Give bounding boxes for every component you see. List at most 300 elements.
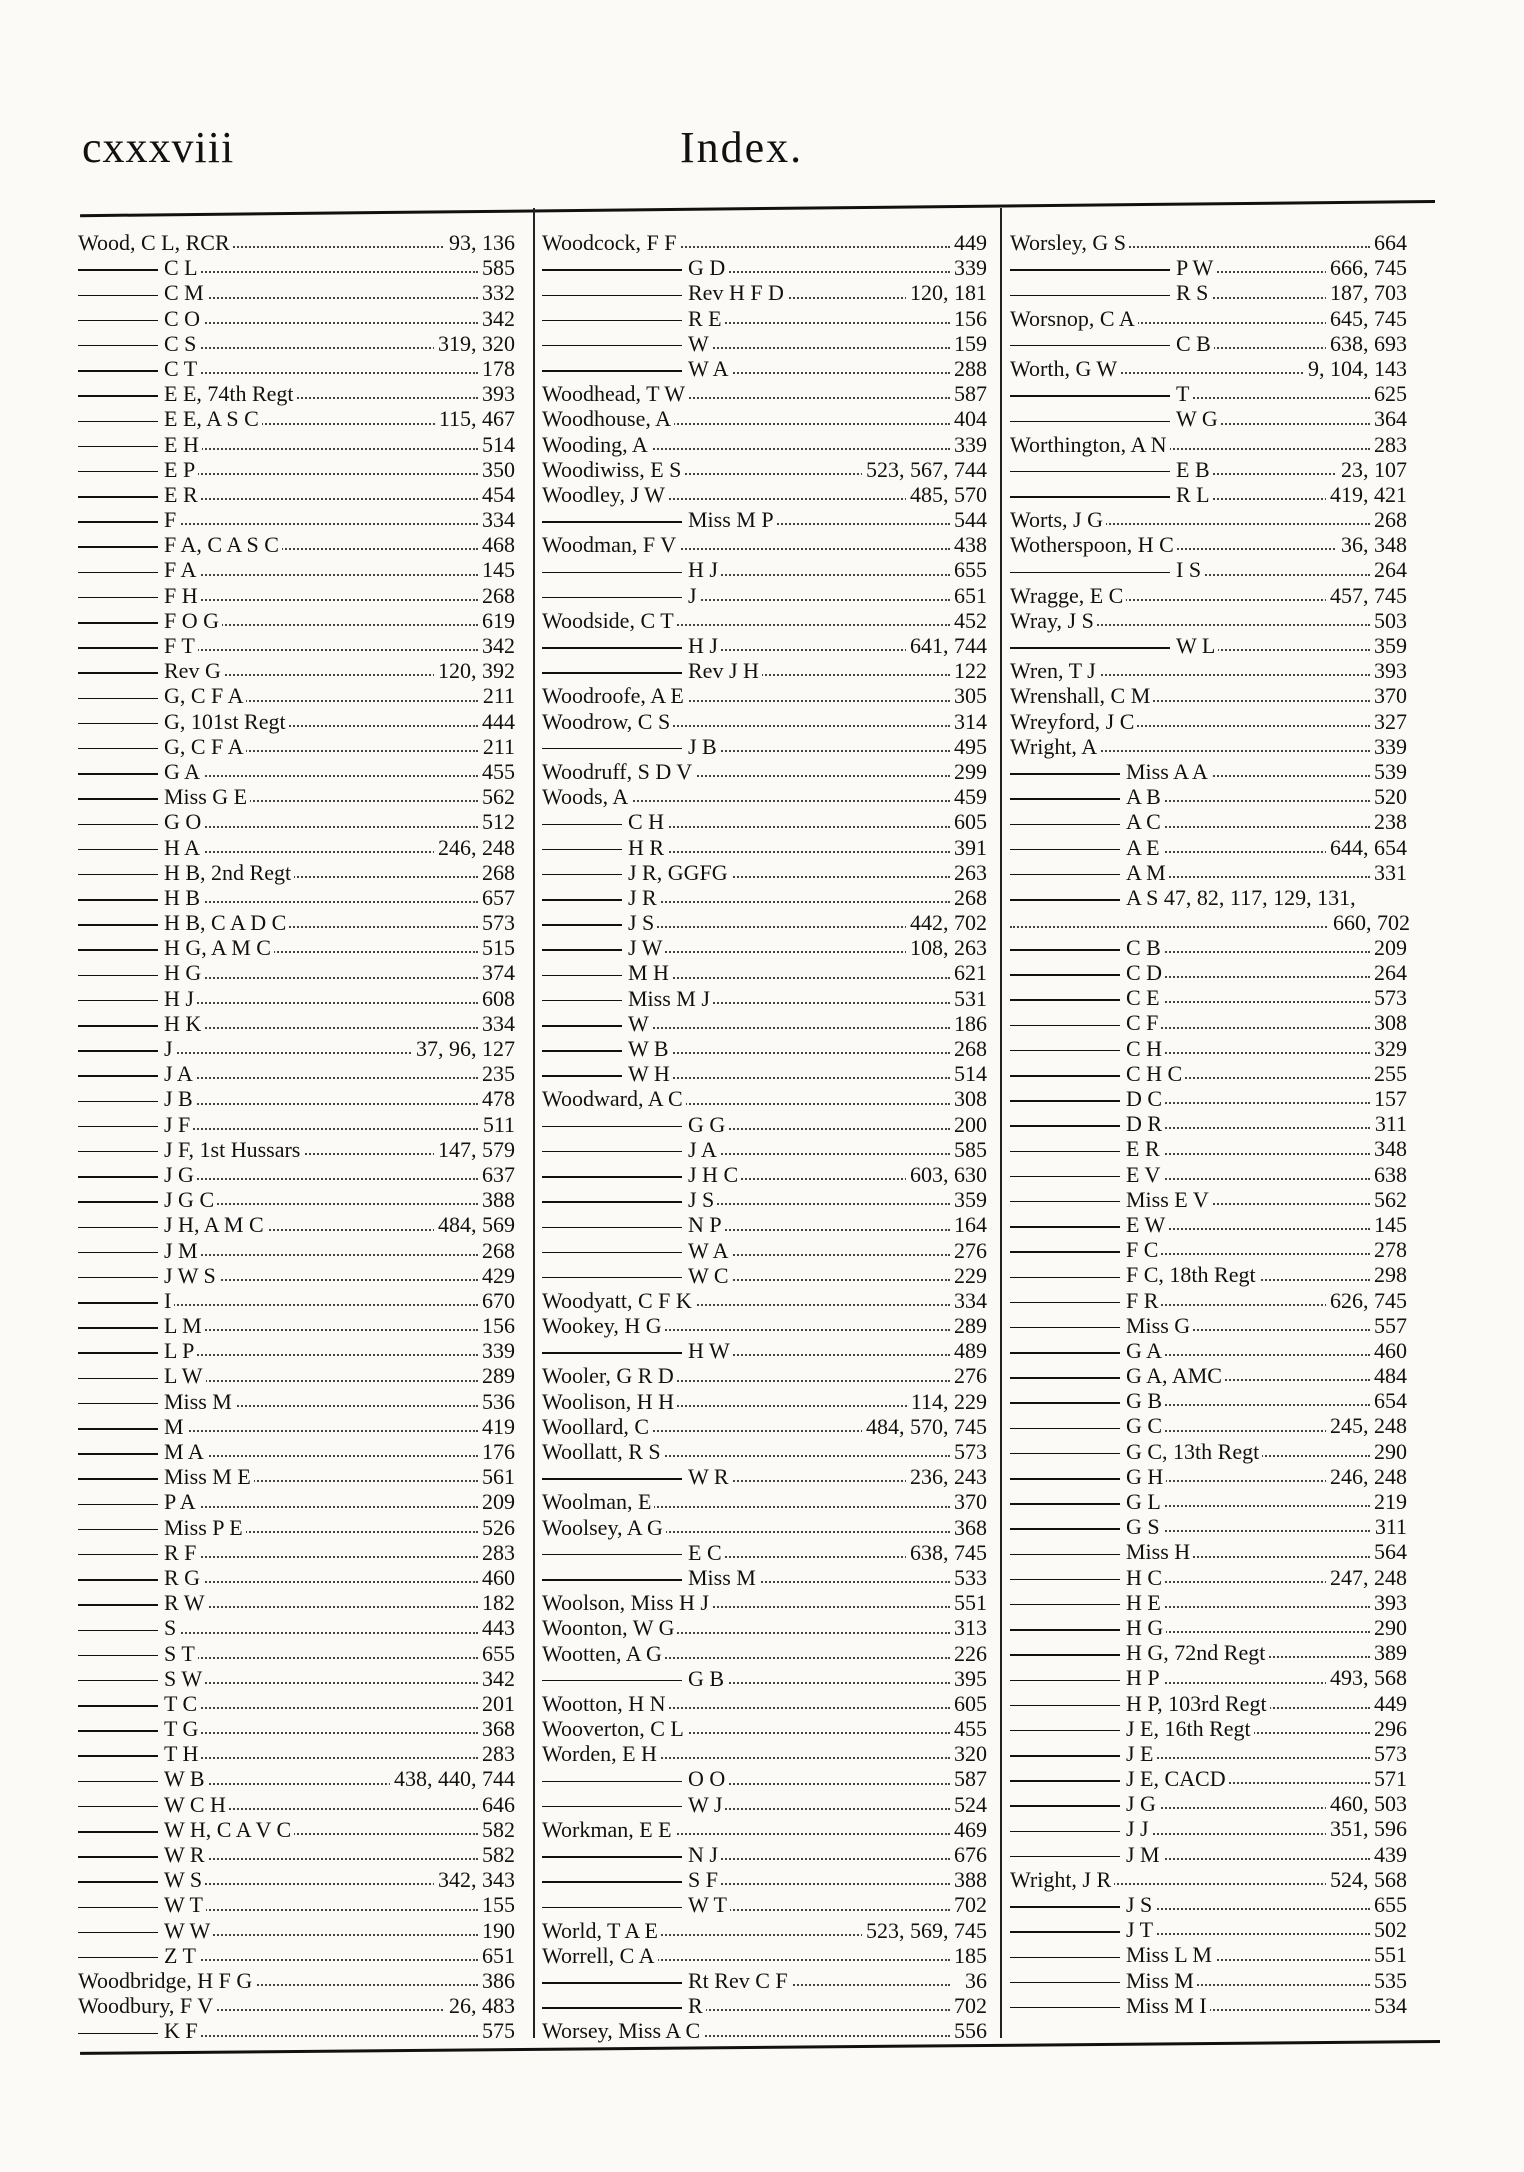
entry-text: J S [688, 1187, 715, 1213]
index-entry [1010, 557, 1410, 582]
entry-text: C S [164, 330, 197, 356]
entry-text: L W [164, 1363, 203, 1389]
ditto-dash [1010, 1478, 1120, 1480]
entry-text: G H [1126, 1463, 1164, 1489]
entry-text: Wotherspoon, H C [1010, 532, 1174, 558]
entry-pages: 460 [478, 1565, 518, 1590]
ditto-dash [78, 1907, 158, 1909]
entry-text: R G [164, 1564, 201, 1590]
entry-text: Wright, J R [1010, 1866, 1112, 1892]
entry-name [542, 1792, 725, 1817]
entry-text: H G, 72nd Regt [1126, 1640, 1266, 1666]
ditto-dash [78, 1957, 158, 1959]
entry-pages: 489 [950, 1338, 990, 1363]
ditto-dash [78, 1579, 158, 1581]
ditto-dash [78, 1227, 158, 1229]
index-entry [542, 1842, 990, 1867]
ditto-dash [1010, 1100, 1120, 1102]
ditto-dash [542, 1907, 682, 1909]
index-entry [542, 1641, 990, 1666]
index-entry [542, 1867, 990, 1892]
entry-text: J T [1126, 1917, 1154, 1943]
entry-name [542, 1313, 665, 1338]
entry-name [542, 1338, 733, 1363]
entry-name [78, 1540, 199, 1565]
ditto-dash [542, 874, 622, 876]
entry-text: Workman, E E [542, 1816, 672, 1842]
entry-pages: 23, 107 [1337, 457, 1410, 482]
entry-pages: 200 [950, 1112, 990, 1137]
entry-pages: 644, 654 [1326, 835, 1410, 860]
entry-text: C E [1126, 985, 1160, 1011]
ditto-dash [1010, 496, 1170, 498]
entry-name [78, 2018, 201, 2043]
ditto-dash [1010, 1755, 1120, 1757]
ditto-dash [1010, 269, 1170, 271]
ditto-dash [1010, 1856, 1120, 1858]
entry-pages: 264 [1370, 960, 1410, 985]
entry-name [1010, 1867, 1114, 1892]
entry-pages: 514 [478, 432, 518, 457]
entry-name [1010, 583, 1126, 608]
entry-text: Worrell, C A [542, 1942, 655, 1968]
index-entry [1010, 809, 1410, 834]
entry-name [1010, 960, 1165, 985]
entry-pages: 664 [1370, 230, 1410, 255]
index-entry [1010, 507, 1410, 532]
ditto-dash [542, 949, 622, 951]
entry-name [542, 1817, 675, 1842]
ditto-dash [1010, 1503, 1120, 1505]
entry-text: F C, 18th Regt [1126, 1262, 1256, 1288]
index-entry [542, 1238, 990, 1263]
index-entry [542, 633, 990, 658]
index-entry [542, 406, 990, 431]
entry-name [1010, 1262, 1259, 1287]
entry-name [1010, 1187, 1212, 1212]
index-entry [542, 255, 990, 280]
ditto-dash [78, 1327, 158, 1329]
entry-text: Worth, G W [1010, 355, 1118, 381]
entry-name [542, 1691, 669, 1716]
entry-text: J G [164, 1161, 194, 1187]
entry-text: N P [688, 1212, 722, 1238]
entry-pages: 268 [478, 860, 518, 885]
index-entry [1010, 1665, 1410, 1690]
entry-name [542, 835, 667, 860]
ditto-dash [542, 975, 622, 977]
ditto-dash [78, 1025, 158, 1027]
entry-text: G B [688, 1665, 725, 1691]
entry-name [542, 1515, 666, 1540]
entry-pages: 370 [1370, 683, 1410, 708]
index-entry [1010, 1086, 1410, 1111]
entry-pages: 263 [950, 860, 990, 885]
entry-text: W T [688, 1892, 727, 1918]
entry-text: C H [1126, 1035, 1163, 1061]
index-entry [542, 1691, 990, 1716]
entry-pages: 495 [950, 734, 990, 759]
entry-pages: 670 [478, 1288, 518, 1313]
dot-leader [1010, 926, 1370, 928]
entry-name [78, 1943, 199, 1968]
index-entry [1010, 1111, 1410, 1136]
ditto-dash [1010, 1025, 1120, 1027]
entry-pages: 442, 702 [906, 910, 990, 935]
entry-text: H W [688, 1338, 730, 1364]
index-entry [78, 759, 518, 784]
entry-text: R W [164, 1590, 205, 1616]
entry-text: H B, C A D C [164, 910, 287, 936]
entry-pages: 219 [1370, 1489, 1410, 1514]
entry-text: Worts, J G [1010, 507, 1103, 533]
entry-text: J A [164, 1061, 193, 1087]
ditto-dash [1010, 1277, 1120, 1279]
entry-name [78, 608, 222, 633]
entry-pages: 533 [950, 1565, 990, 1590]
entry-text: Miss G E [164, 784, 248, 810]
index-entry [78, 835, 518, 860]
entry-name [78, 1112, 193, 1137]
entry-text: H J [688, 633, 718, 658]
entry-text: C L [164, 255, 198, 281]
entry-text: E P [164, 456, 196, 482]
index-entry [542, 986, 990, 1011]
entry-pages: 334 [478, 1011, 518, 1036]
entry-pages: 469 [950, 1817, 990, 1842]
index-entry [542, 860, 990, 885]
entry-name [542, 1993, 706, 2018]
entry-pages: 334 [478, 507, 518, 532]
entry-text: H R [628, 834, 665, 860]
entry-pages: 283 [478, 1741, 518, 1766]
entry-text: Woolsey, A G [542, 1514, 663, 1540]
entry-pages: 523, 569, 745 [862, 1918, 990, 1943]
entry-text: G D [688, 255, 726, 281]
entry-text: E B [1176, 456, 1210, 482]
ditto-dash [542, 1227, 682, 1229]
entry-text: J M [1126, 1841, 1160, 1867]
entry-pages: 299 [950, 759, 990, 784]
index-entry [1010, 885, 1410, 935]
entry-name [542, 507, 777, 532]
entry-pages: 209 [1370, 935, 1410, 960]
entry-text: C H [628, 809, 665, 835]
entry-pages: 429 [478, 1263, 518, 1288]
entry-text: A E [1126, 834, 1160, 860]
entry-pages: 359 [1370, 633, 1410, 658]
ditto-dash [1010, 1805, 1120, 1807]
ditto-dash [1010, 1629, 1120, 1631]
entry-pages: 311 [1371, 1111, 1410, 1136]
entry-pages: 575 [478, 2018, 518, 2043]
entry-pages: 245, 248 [1326, 1413, 1410, 1438]
entry-pages: 573 [1370, 985, 1410, 1010]
entry-pages: 655 [950, 557, 990, 582]
index-entry [78, 1187, 518, 1212]
entry-name [1010, 255, 1216, 280]
ditto-dash [542, 1478, 682, 1480]
ditto-dash [78, 1554, 158, 1556]
entry-name [1010, 1237, 1161, 1262]
index-entry [542, 331, 990, 356]
entry-text: W T [164, 1892, 203, 1918]
entry-name [1010, 1942, 1215, 1967]
entry-pages: 449 [1370, 1691, 1410, 1716]
entry-pages: 331 [1370, 860, 1410, 885]
entry-pages: 289 [478, 1363, 518, 1388]
entry-text: W B [628, 1036, 669, 1061]
entry-pages: 651 [950, 583, 990, 608]
entry-name [1010, 1816, 1152, 1841]
entry-name [1010, 306, 1138, 331]
entry-text: J E, 16th Regt [1126, 1715, 1251, 1741]
entry-name [542, 457, 684, 482]
entry-text: R F [164, 1539, 197, 1565]
entry-text: N J [688, 1842, 718, 1867]
entry-text: T [1176, 381, 1190, 407]
entry-pages: 556 [950, 2018, 990, 2043]
ditto-dash [542, 2007, 682, 2009]
ditto-dash [1010, 345, 1170, 347]
entry-name [1010, 381, 1192, 406]
index-entry [1010, 1791, 1410, 1816]
entry-name [542, 230, 680, 255]
entry-text: J [688, 582, 697, 608]
entry-pages: 108, 263 [906, 935, 990, 960]
entry-name [542, 432, 651, 457]
entry-text: Wood, C L, RCR [78, 230, 230, 255]
ditto-dash [78, 1403, 158, 1405]
entry-name [1010, 784, 1164, 809]
index-entry [78, 1263, 518, 1288]
index-entry [1010, 1867, 1410, 1892]
ditto-dash [1010, 1982, 1120, 1984]
entry-pages: 657 [478, 885, 518, 910]
entry-pages: 455 [950, 1716, 990, 1741]
entry-name [78, 356, 200, 381]
entry-pages: 368 [478, 1716, 518, 1741]
entry-pages: 557 [1370, 1313, 1410, 1338]
entry-name [542, 860, 731, 885]
index-entry [78, 1061, 518, 1086]
entry-pages: 288 [950, 356, 990, 381]
entry-text: W L [1176, 633, 1216, 658]
ditto-dash [78, 723, 158, 725]
ditto-dash [542, 1201, 682, 1203]
index-entry [1010, 1514, 1410, 1539]
ditto-dash [542, 370, 682, 372]
entry-text: J F [164, 1111, 191, 1137]
entry-text: Woodrow, C S [542, 708, 671, 734]
index-entry [542, 532, 990, 557]
entry-name [542, 734, 720, 759]
entry-name [1010, 1413, 1165, 1438]
index-entry [78, 255, 518, 280]
ditto-dash [542, 899, 622, 901]
index-entry [1010, 280, 1410, 305]
entry-pages: 515 [478, 935, 518, 960]
index-entry [1010, 1640, 1410, 1665]
entry-pages: 514 [950, 1061, 990, 1086]
entry-pages: 238 [1370, 809, 1410, 834]
index-entry [542, 809, 990, 834]
index-entry [78, 482, 518, 507]
ditto-dash [78, 1604, 158, 1606]
index-entry [542, 1464, 990, 1489]
entry-pages: 190 [478, 1918, 518, 1943]
index-entry [1010, 1363, 1410, 1388]
entry-pages: 176 [478, 1439, 518, 1464]
index-entry [1010, 935, 1410, 960]
entry-text: T C [164, 1690, 198, 1716]
entry-pages: 460, 503 [1326, 1791, 1410, 1816]
entry-pages: 186 [950, 1011, 990, 1036]
ditto-dash [1010, 1428, 1120, 1430]
entry-name [78, 1691, 200, 1716]
entry-text: A M [1126, 859, 1166, 885]
entry-name [78, 1993, 216, 2018]
index-entry [1010, 406, 1410, 431]
index-entry [78, 1288, 518, 1313]
entry-pages: 313 [950, 1615, 990, 1640]
ditto-dash [1010, 1327, 1120, 1329]
index-entry [1010, 381, 1410, 406]
entry-name [78, 784, 250, 809]
entry-text: Wooler, G R D [542, 1363, 674, 1389]
index-entry [1010, 683, 1410, 708]
index-column-3 [1010, 230, 1410, 2018]
entry-pages: 564 [1370, 1539, 1410, 1564]
index-entry [1010, 1741, 1410, 1766]
index-entry [78, 910, 518, 935]
entry-name [1010, 985, 1163, 1010]
ditto-dash [542, 1806, 682, 1808]
index-entry [542, 885, 990, 910]
entry-name [1010, 1136, 1163, 1161]
entry-name [542, 1011, 652, 1036]
entry-name [1010, 1363, 1225, 1388]
entry-name [78, 709, 289, 734]
entry-pages: 329 [1370, 1036, 1410, 1061]
entry-text: W G [1176, 406, 1218, 432]
entry-name [78, 1212, 267, 1237]
entry-pages: 573 [950, 1439, 990, 1464]
entry-pages: 339 [950, 432, 990, 457]
index-entry [542, 1061, 990, 1086]
entry-text: J B [688, 733, 717, 759]
entry-pages: 660, 702 [1329, 910, 1410, 935]
entry-pages: 457, 745 [1326, 583, 1410, 608]
entry-pages: 587 [950, 1766, 990, 1791]
entry-pages: 551 [950, 1590, 990, 1615]
index-entry [78, 1615, 518, 1640]
entry-pages: 536 [478, 1389, 518, 1414]
entry-text: Woolman, E [542, 1489, 652, 1515]
index-entry [542, 432, 990, 457]
entry-name [78, 482, 201, 507]
index-entry [1010, 1615, 1410, 1640]
entry-name [542, 280, 787, 305]
entry-text: E E, 74th Regt [164, 381, 294, 407]
index-entry [1010, 1993, 1410, 2018]
index-entry [542, 1918, 990, 1943]
entry-name [1010, 432, 1170, 457]
entry-pages: 626, 745 [1326, 1288, 1410, 1313]
entry-text: Woodcock, F F [542, 230, 677, 255]
entry-pages: 268 [478, 583, 518, 608]
entry-text: D C [1126, 1086, 1163, 1111]
index-entry [1010, 1766, 1410, 1791]
entry-name [1010, 507, 1106, 532]
entry-name [78, 1641, 198, 1666]
entry-name [78, 1464, 254, 1489]
ditto-dash [1010, 1151, 1120, 1153]
entry-pages: 391 [950, 835, 990, 860]
entry-name [542, 306, 725, 331]
entry-text: Worden, E H [542, 1741, 657, 1767]
ditto-dash [78, 295, 158, 297]
index-entry [78, 557, 518, 582]
ditto-dash [78, 1101, 158, 1103]
entry-text: H G [1126, 1614, 1164, 1640]
ditto-dash [1010, 1680, 1120, 1682]
entry-name [542, 1666, 727, 1691]
entry-text: Rev H F D [688, 280, 784, 306]
index-entry [78, 1943, 518, 1968]
ditto-dash [542, 521, 682, 523]
ditto-dash [1010, 421, 1170, 423]
index-entry [1010, 1942, 1410, 1967]
ditto-dash [78, 1302, 158, 1304]
index-entry [1010, 1539, 1410, 1564]
entry-pages: 209 [478, 1489, 518, 1514]
entry-text: E W [1126, 1211, 1166, 1237]
entry-name [78, 835, 203, 860]
ditto-dash [1010, 949, 1120, 951]
entry-text: H K [164, 1010, 202, 1036]
index-entry [1010, 709, 1410, 734]
index-entry [78, 230, 518, 255]
index-entry [1010, 1842, 1410, 1867]
index-entry [78, 356, 518, 381]
entry-name [542, 1540, 725, 1565]
entry-text: M H [628, 960, 669, 986]
index-entry [78, 1792, 518, 1817]
entry-name [1010, 1388, 1165, 1413]
entry-name [1010, 331, 1214, 356]
entry-pages: 305 [950, 683, 990, 708]
entry-text: Woodhead, T W [542, 381, 686, 407]
entry-text: G C, 13th Regt [1126, 1438, 1260, 1464]
index-entry [78, 381, 518, 406]
entry-text: W W [164, 1917, 211, 1943]
index-entry [542, 1817, 990, 1842]
index-entry [1010, 985, 1410, 1010]
index-entry [78, 1338, 518, 1363]
entry-text: C O [164, 305, 201, 331]
entry-name [1010, 935, 1164, 960]
entry-name [1010, 1590, 1164, 1615]
entry-text: W R [164, 1842, 205, 1867]
entry-pages: 676 [950, 1842, 990, 1867]
entry-pages: 419 [478, 1414, 518, 1439]
index-entry [78, 1540, 518, 1565]
entry-name [78, 1187, 217, 1212]
entry-name [78, 331, 199, 356]
entry-pages: 290 [1370, 1615, 1410, 1640]
ditto-dash [1010, 824, 1120, 826]
